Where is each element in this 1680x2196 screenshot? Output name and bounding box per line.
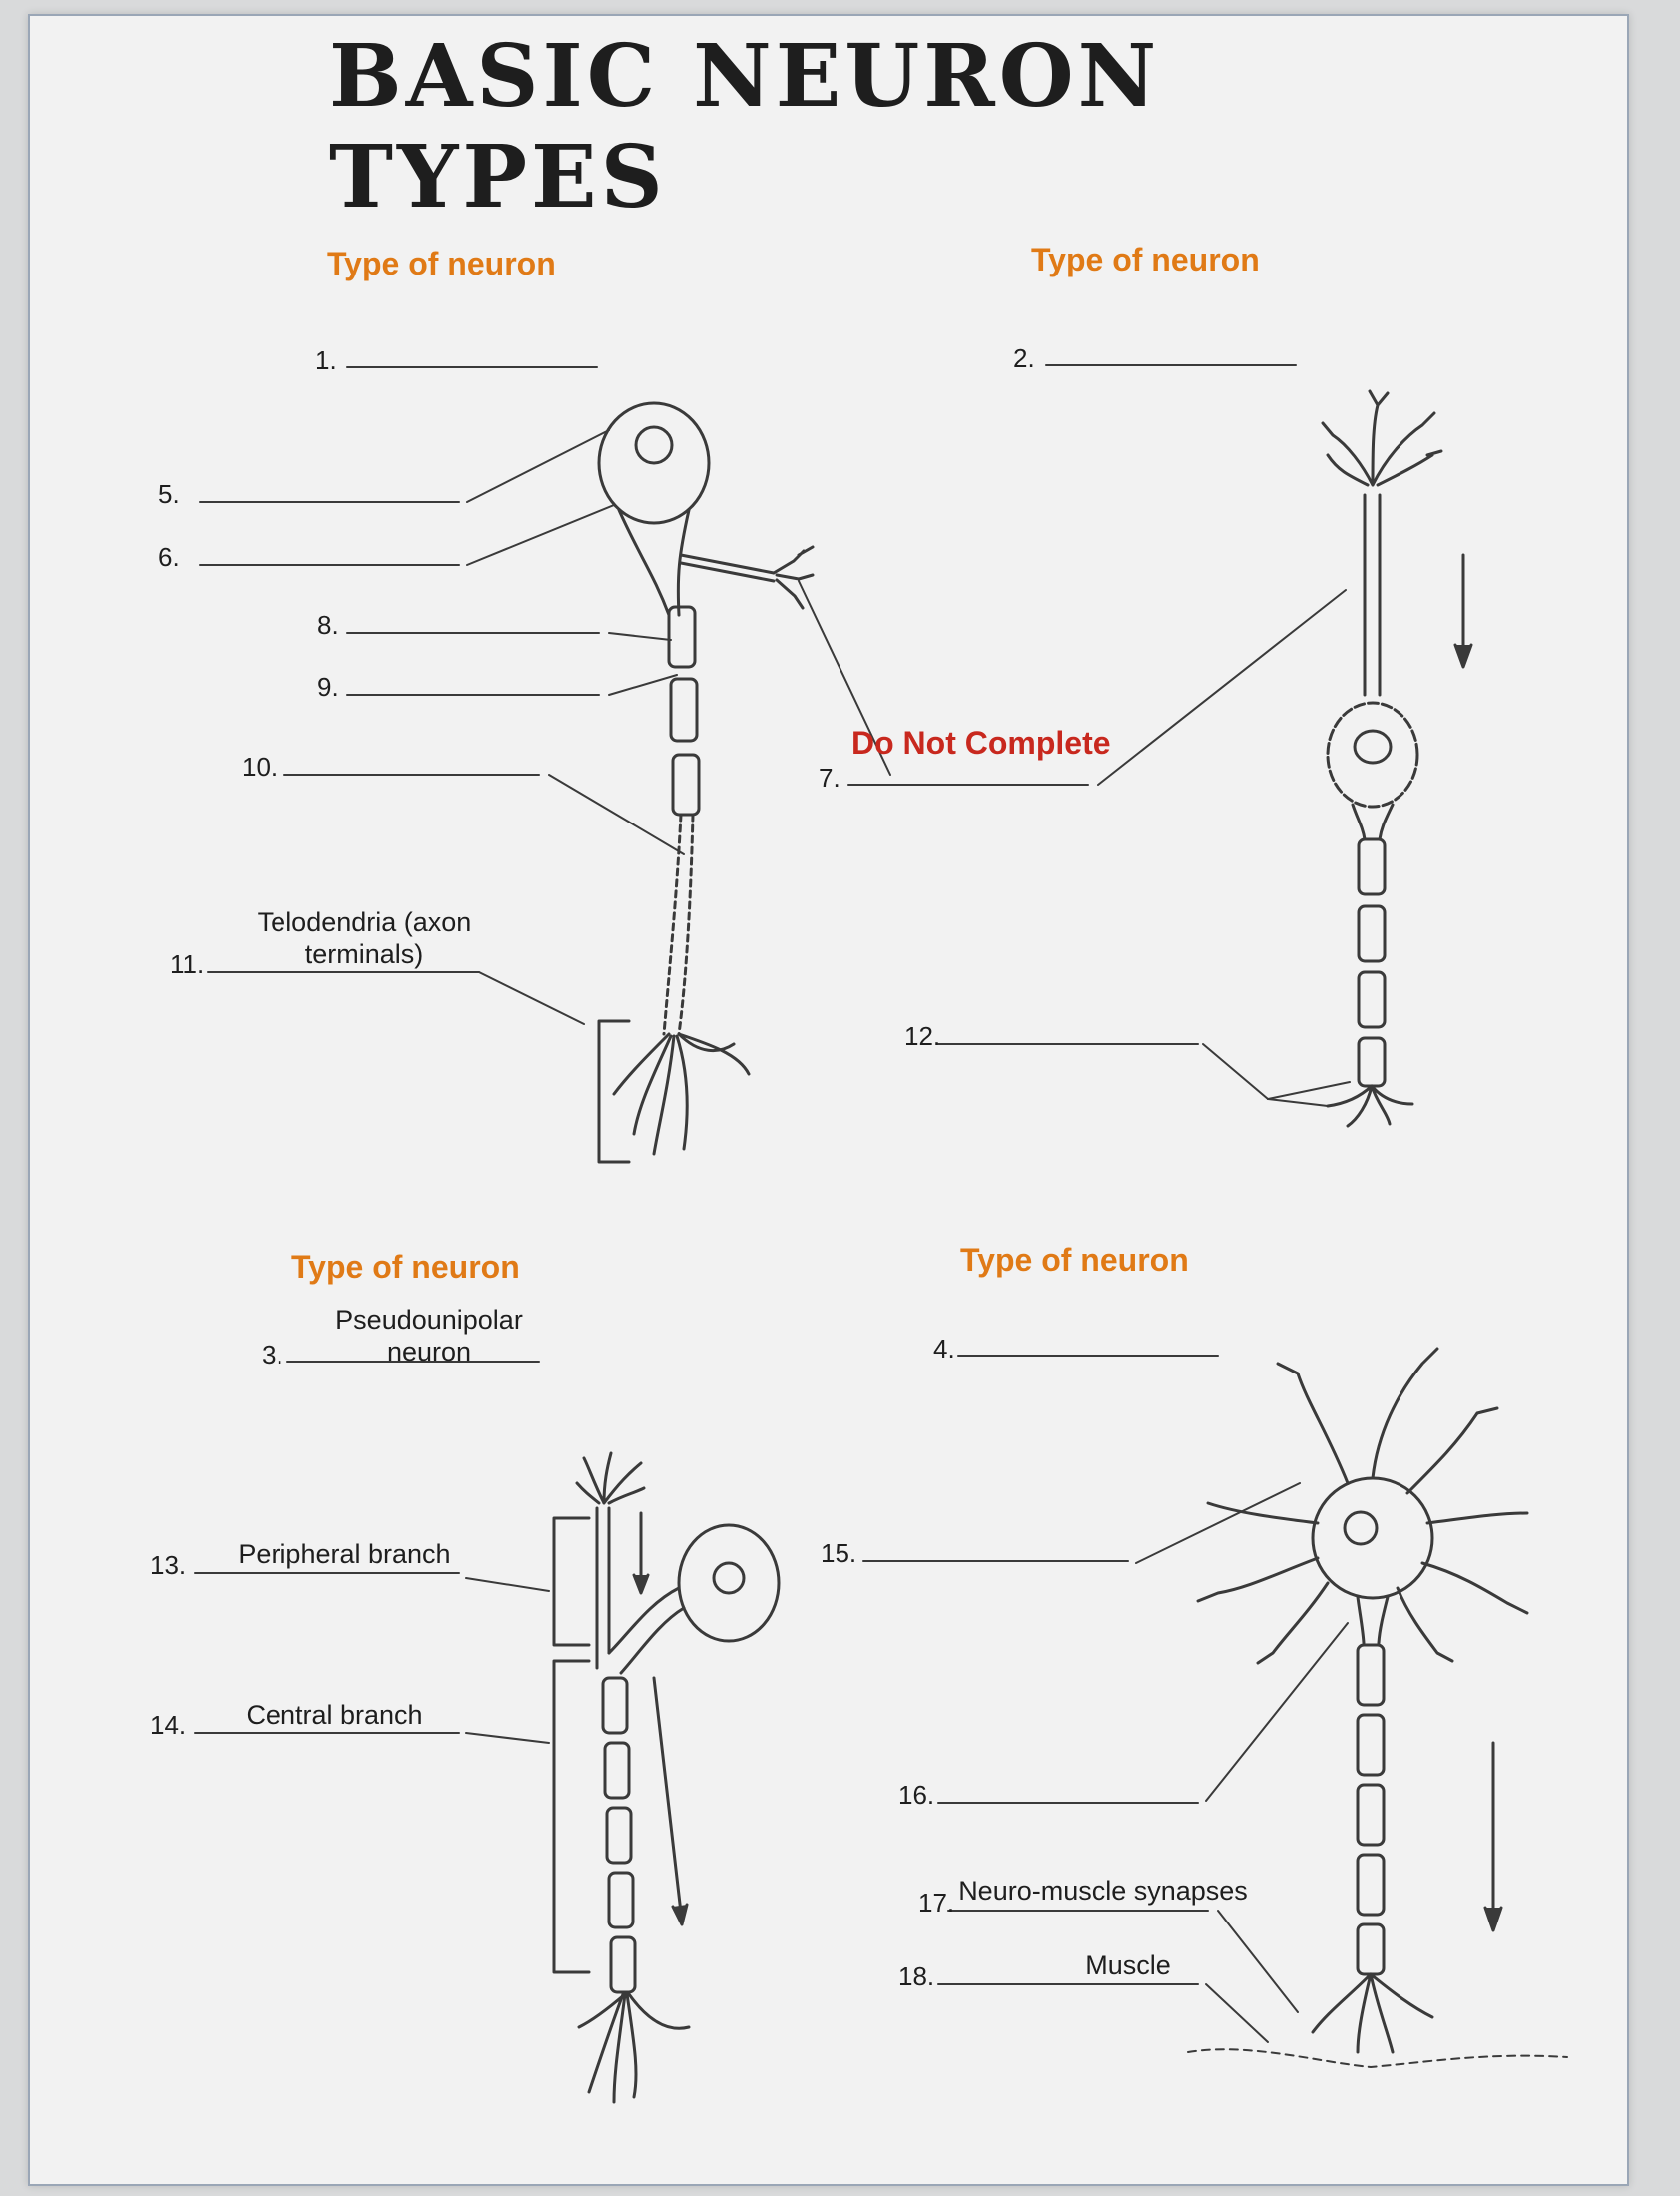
peripheral-branch	[597, 1508, 609, 1668]
myelin-sheath	[1358, 1645, 1384, 1705]
label-11: 11.	[170, 949, 205, 979]
muscle-fiber	[1188, 2049, 1567, 2067]
myelin-sheath	[609, 1873, 633, 1927]
worksheet-page	[28, 14, 1629, 2186]
stem-process	[609, 1588, 684, 1673]
dendrite-shaft	[1365, 495, 1380, 695]
telodendria-bracket	[599, 1021, 629, 1162]
myelin-sheath	[673, 755, 699, 815]
label-5: 5.	[158, 479, 180, 509]
cell-body	[1328, 703, 1417, 807]
arrow-head	[673, 1905, 687, 1924]
myelin-sheath	[1358, 1785, 1384, 1845]
answer-3: Pseudounipolar neuron	[335, 1305, 523, 1367]
page-title: BASIC NEURON TYPES	[329, 26, 1161, 228]
myelin-sheath	[611, 1937, 635, 1992]
axon-terminals	[1328, 1086, 1412, 1126]
axon-hillock	[1353, 805, 1393, 839]
myelin-sheath	[669, 607, 695, 667]
arrow-head	[1485, 1908, 1501, 1930]
label-2: 2.	[1013, 343, 1035, 373]
answer-13: Peripheral branch	[238, 1539, 451, 1569]
neuron-2	[1323, 391, 1471, 1126]
label-10: 10.	[242, 752, 279, 782]
cell-body	[679, 1525, 779, 1641]
label-13: 13.	[150, 1550, 187, 1580]
nucleus	[1355, 731, 1391, 763]
neuron-3	[554, 1453, 779, 2102]
peripheral-bracket	[554, 1518, 589, 1645]
myelin-sheath	[603, 1678, 627, 1733]
axon-terminals	[1313, 1974, 1432, 2052]
heading-top-right: Type of neuron	[1031, 242, 1260, 277]
heading-bottom-left: Type of neuron	[291, 1249, 520, 1285]
central-bracket	[554, 1661, 589, 1972]
myelin-sheath	[671, 679, 697, 741]
label-3: 3.	[262, 1340, 283, 1370]
arrow-head	[1455, 645, 1471, 667]
myelin-sheath	[1358, 1715, 1384, 1775]
axon-terminals	[579, 1994, 689, 2102]
myelin-sheath	[1358, 1924, 1384, 1974]
myelin-sheath	[1359, 906, 1385, 961]
heading-bottom-right: Type of neuron	[960, 1242, 1189, 1278]
peripheral-dendrites	[577, 1453, 644, 1503]
neuron-1	[599, 403, 813, 1162]
answer-14: Central branch	[246, 1700, 423, 1730]
nucleus	[636, 427, 672, 463]
myelin-sheath	[1358, 1855, 1384, 1915]
heading-top-left: Type of neuron	[327, 246, 556, 281]
telodendria	[614, 1034, 749, 1154]
label-18: 18.	[898, 1961, 935, 1991]
label-12: 12.	[904, 1021, 941, 1051]
label-8: 8.	[317, 610, 339, 640]
label-17: 17.	[918, 1888, 955, 1918]
label-16: 16.	[898, 1780, 935, 1810]
myelin-sheath	[1359, 1038, 1385, 1086]
axon-hillock	[1358, 1597, 1388, 1643]
arrow-head	[634, 1575, 648, 1593]
dendrites	[1323, 391, 1441, 485]
label-15: 15.	[821, 1538, 857, 1568]
dendrites	[1198, 1349, 1527, 1663]
myelin-sheath	[605, 1743, 629, 1798]
neuron-4	[1188, 1349, 1567, 2067]
label-6: 6.	[158, 542, 180, 572]
answer-17: Neuro-muscle synapses	[958, 1876, 1248, 1906]
answer-18: Muscle	[1085, 1950, 1171, 1980]
axon-hillock	[619, 510, 689, 615]
answer-lines	[195, 365, 1296, 1984]
answer-11: Telodendria (axon terminals)	[257, 907, 472, 969]
label-14: 14.	[150, 1710, 187, 1740]
do-not-complete-note: Do Not Complete	[851, 725, 1111, 761]
myelin-sheath	[607, 1808, 631, 1863]
side-dendrite	[681, 547, 813, 608]
nucleus	[1345, 1512, 1377, 1544]
label-4: 4.	[933, 1334, 955, 1364]
axon	[664, 815, 693, 1034]
label-7: 7.	[819, 763, 840, 793]
label-1: 1.	[315, 345, 337, 375]
neuron-diagrams	[30, 16, 1627, 2184]
myelin-sheath	[1359, 972, 1385, 1027]
nucleus	[714, 1563, 744, 1593]
myelin-sheath	[1359, 839, 1385, 894]
label-9: 9.	[317, 672, 339, 702]
arrow-down-long	[654, 1678, 681, 1913]
